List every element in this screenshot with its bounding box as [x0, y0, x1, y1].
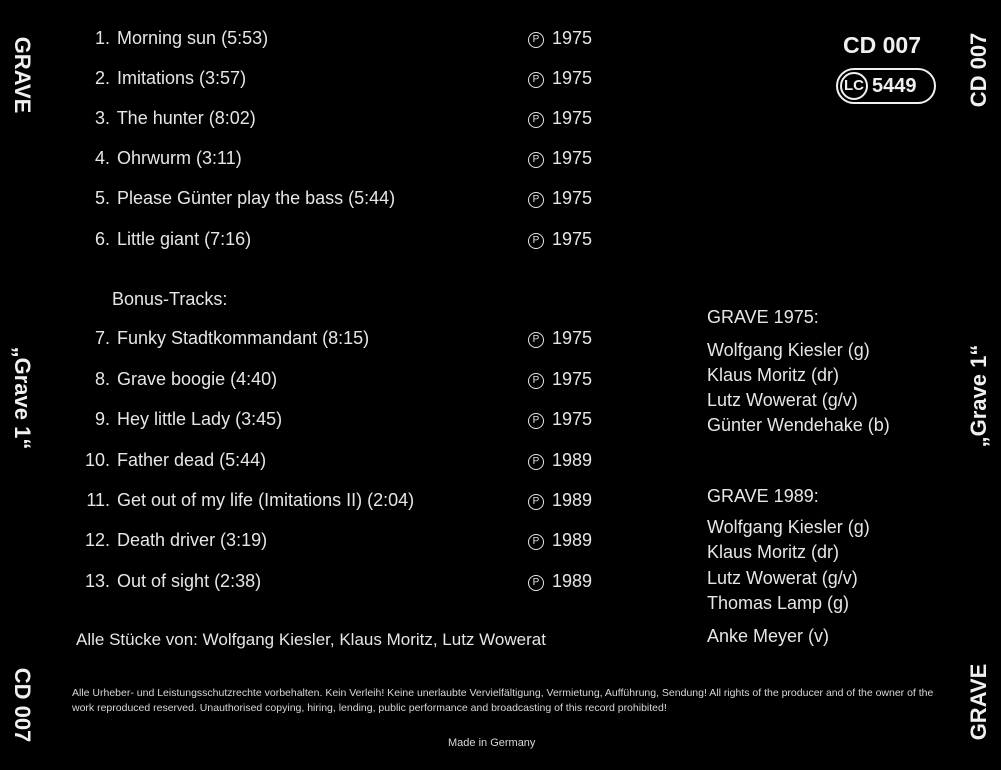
lineup-heading: GRAVE 1989: — [707, 486, 819, 506]
lineup-member: Lutz Wowerat (g/v) — [707, 390, 858, 410]
phonogram-icon: P — [528, 494, 544, 510]
track-row: 2. Imitations (3:57) — [94, 68, 247, 88]
track-year: P 1975 — [528, 409, 592, 430]
track-row: 1. Morning sun (5:53) — [94, 28, 269, 48]
made-in-label: Made in Germany — [448, 737, 536, 749]
phonogram-icon: P — [528, 373, 544, 389]
phonogram-icon: P — [528, 32, 544, 48]
track-year: P 1975 — [528, 108, 592, 129]
track-row: 9. Hey little Lady (3:45) — [94, 409, 283, 429]
lineup-member: Klaus Moritz (dr) — [707, 365, 840, 385]
phonogram-icon: P — [528, 192, 544, 208]
track-title: Funky Stadtkommandant (8:15) — [117, 328, 370, 348]
composer-credits: Alle Stücke von: Wolfgang Kiesler, Klaus Moritz, Lutz Wowerat — [76, 630, 546, 649]
spine-band-name: GRAVE — [10, 36, 35, 114]
phonogram-icon: P — [528, 233, 544, 249]
track-row: 8. Grave boogie (4:40) — [94, 369, 278, 389]
track-title: Out of sight (2:38) — [117, 571, 262, 591]
phonogram-icon: P — [528, 575, 544, 591]
track-row: 12. Death driver (3:19) — [84, 530, 268, 550]
lineup-member: Lutz Wowerat (g/v) — [707, 568, 858, 588]
spine-album-title: „Grave 1“ — [10, 346, 35, 450]
lineup-member: Klaus Moritz (dr) — [707, 542, 840, 562]
left-spine — [0, 0, 44, 770]
phonogram-icon: P — [528, 454, 544, 470]
track-title: Imitations (3:57) — [117, 68, 247, 88]
phonogram-icon: P — [528, 332, 544, 348]
track-row: 5. Please Günter play the bass (5:44) — [94, 188, 396, 208]
track-year: P 1989 — [528, 571, 592, 592]
track-year: P 1975 — [528, 28, 592, 49]
phonogram-icon: P — [528, 152, 544, 168]
phonogram-icon: P — [528, 72, 544, 88]
track-row: 4. Ohrwurm (3:11) — [94, 148, 242, 168]
track-year: P 1975 — [528, 148, 592, 169]
label-code-number: 5449 — [872, 74, 917, 97]
track-row: 11. Get out of my life (Imitations II) (2:04) — [86, 490, 415, 510]
track-row: 7. Funky Stadtkommandant (8:15) — [94, 328, 370, 348]
track-title: The hunter (8:02) — [116, 108, 256, 128]
track-year: P 1975 — [528, 369, 592, 390]
spine-album-title: „Grave 1“ — [966, 344, 991, 448]
track-row: 13. Out of sight (2:38) — [84, 571, 262, 591]
track-row: 10. Father dead (5:44) — [84, 450, 267, 470]
track-year: P 1975 — [528, 328, 592, 349]
spine-band-name: GRAVE — [966, 663, 991, 741]
lineup-member: Wolfgang Kiesler (g) — [707, 517, 870, 537]
track-row: 3. The hunter (8:02) — [94, 108, 256, 128]
track-row: 6. Little giant (7:16) — [94, 229, 252, 249]
track-title: Death driver (3:19) — [117, 530, 268, 550]
track-title: Little giant (7:16) — [117, 229, 252, 249]
bonus-tracks-heading: Bonus-Tracks: — [112, 289, 228, 309]
lineup-member: Wolfgang Kiesler (g) — [707, 340, 870, 360]
lineup-heading: GRAVE 1975: — [707, 307, 819, 327]
track-year: P 1989 — [528, 450, 592, 471]
track-year: P 1975 — [528, 229, 592, 250]
label-code-logo — [836, 68, 936, 104]
track-title: Get out of my life (Imitations II) (2:04) — [117, 490, 415, 510]
track-title: Ohrwurm (3:11) — [117, 148, 242, 168]
track-year: P 1989 — [528, 530, 592, 551]
track-title: Please Günter play the bass (5:44) — [117, 188, 396, 208]
phonogram-icon: P — [528, 534, 544, 550]
lineup-member: Thomas Lamp (g) — [707, 593, 850, 613]
label-code-prefix: LC — [840, 72, 868, 100]
phonogram-icon: P — [528, 413, 544, 429]
lineup-member: Anke Meyer (v) — [707, 626, 830, 646]
lineup-member: Günter Wendehake (b) — [707, 415, 890, 435]
track-title: Father dead (5:44) — [117, 450, 267, 470]
spine-catalog-number: CD 007 — [10, 667, 35, 743]
copyright-notice: Alle Urheber- und Leistungsschutzrechte vorbehalten. Kein Verleih! Keine unerlaubte Vervielfältigung, Vermietung, Aufführung, Sendung! All rights of the producer and of the owner of the work reproduced reserved. Unauthorised copying, hiring, lending, public performance and broadcasting of this record prohibited! — [72, 687, 934, 714]
track-title: Grave boogie (4:40) — [117, 369, 278, 389]
track-year: P 1975 — [528, 188, 592, 209]
track-year: P 1975 — [528, 68, 592, 89]
track-title: Hey little Lady (3:45) — [117, 409, 283, 429]
phonogram-icon: P — [528, 112, 544, 128]
track-year: P 1989 — [528, 490, 592, 511]
spine-catalog-number: CD 007 — [966, 32, 991, 108]
right-spine — [957, 0, 1001, 770]
track-title: Morning sun (5:53) — [117, 28, 269, 48]
catalog-number: CD 007 — [843, 32, 921, 58]
